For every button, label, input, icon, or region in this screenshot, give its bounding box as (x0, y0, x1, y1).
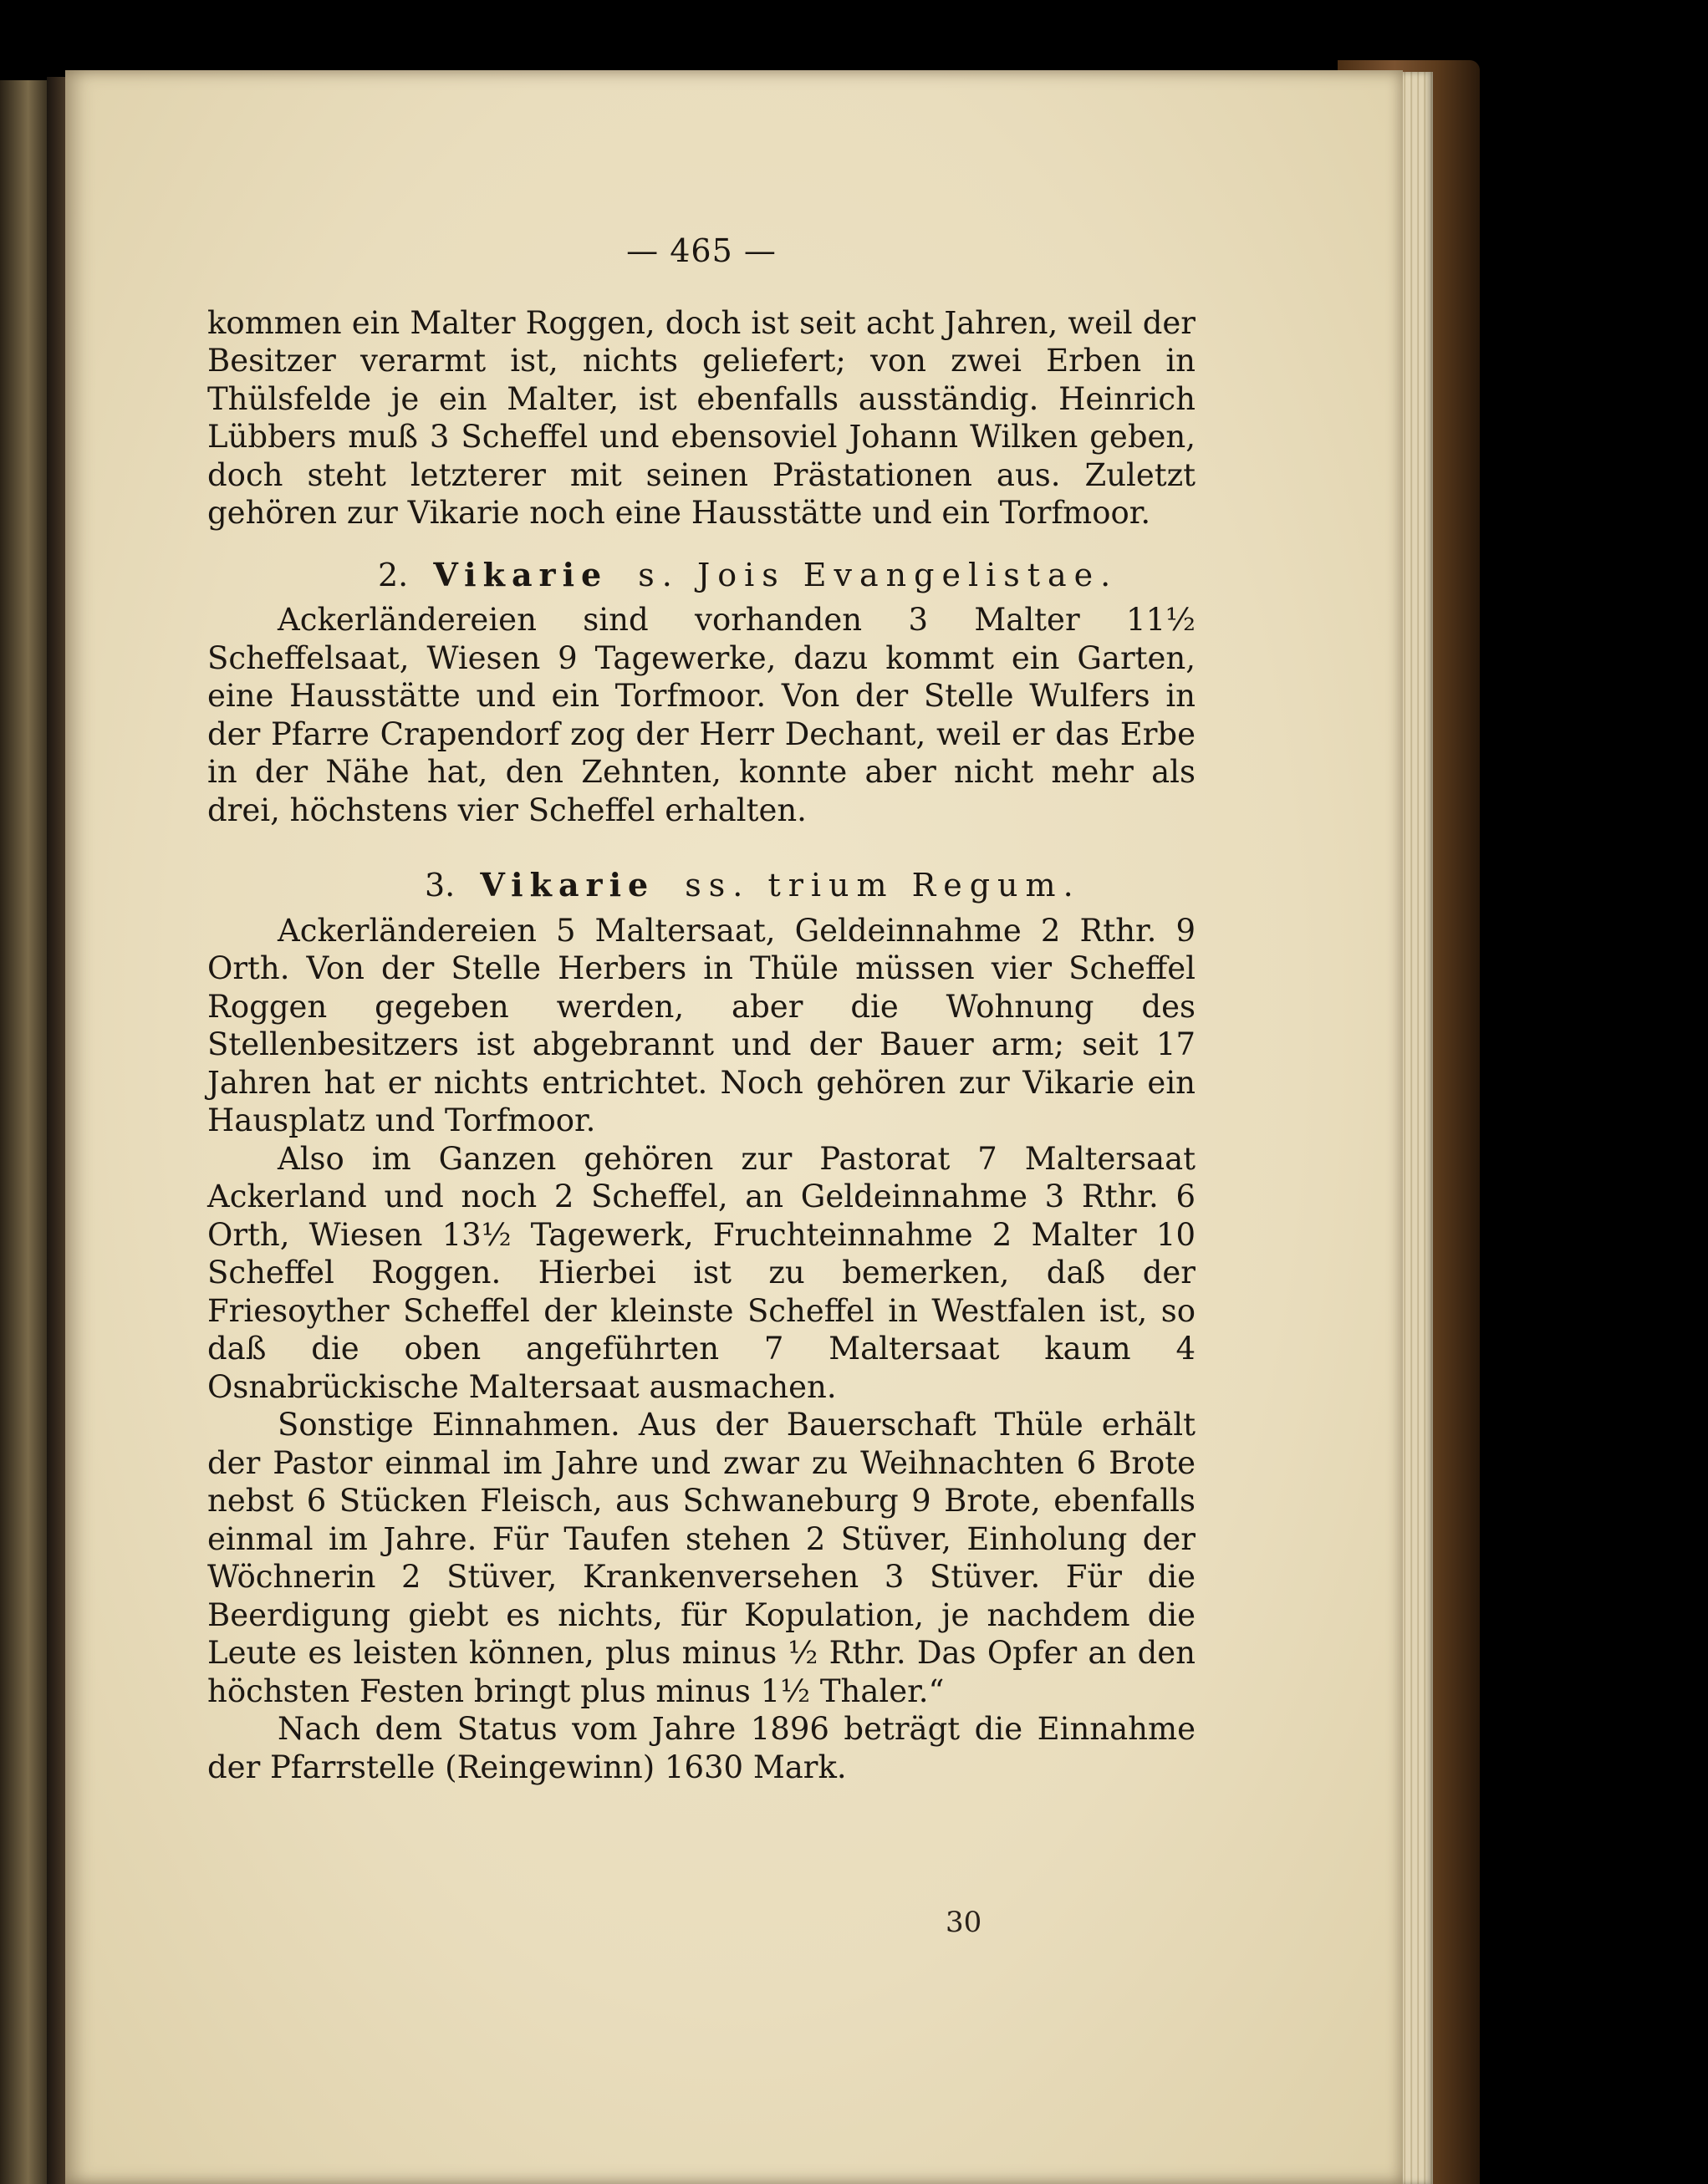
paragraph-continuation: kommen ein Malter Roggen, doch ist seit acht Jahren, weil der Besitzer verarmt ist, nichts geliefert; von zwei Erben in Thülsfelde je ein Malter, ist ebenfalls ausständig. Heinrich Lübbers muß 3 Scheffel und ebensoviel Johann Wilken geben, doch steht letzterer mit seinen Prästationen aus. Zuletzt gehören zur Vikarie noch eine Hausstätte und ein Torfmoor. (207, 304, 1196, 531)
section-title-latin: ss. trium Regum. (685, 867, 1081, 904)
section-title-word: Vikarie (480, 866, 655, 904)
signature-mark: 30 (946, 1906, 982, 1939)
paragraph-section-2: Ackerländereien sind vorhanden 3 Malter 11½ Scheffelsaat, Wiesen 9 Tagewerke, dazu kommt ein Garten, eine Hausstätte und ein Torfmoor. Von der Stelle Wulfers in der Pfarre Crapendorf zog der Herr Dechant, weil er das Erbe in der Nähe hat, den Zehnten, konnte aber nicht mehr als drei, höchstens vier Scheffel erhalten. (207, 602, 1196, 828)
paragraph-status-1896: Nach dem Status vom Jahre 1896 beträgt die Einnahme der Pfarrstelle (Reingewinn) 1630 Mark. (207, 1711, 1196, 1785)
paragraph-section-3: Ackerländereien 5 Maltersaat, Geldeinnahme 2 Rthr. 9 Orth. Von der Stelle Herbers in Thüle müssen vier Scheffel Roggen gegeben werden, aber die Wohnung des Stellenbesitzers ist abgebrannt und der Bauer arm; seit 17 Jahren hat er nichts entrichtet. Noch gehören zur Vikarie ein Hausplatz und Torfmoor. (207, 912, 1196, 1138)
book-gutter (47, 77, 67, 2184)
paragraph-other-income: Sonstige Einnahmen. Aus der Bauerschaft Thüle erhält der Pastor einmal im Jahre und zwar zu Weihnachten 6 Brote nebst 6 Stücken Fleisch, aus Schwaneburg 9 Brote, ebenfalls einmal im Jahre. Für Taufen stehen 2 Stüver, Einholung der Wöchnerin 2 Stüver, Krankenversehen 3 Stüver. Für die Beerdigung giebt es nichts, für Kopulation, je nachdem die Leute es leisten können, plus minus ½ Rthr. Das Opfer an den höchsten Festen bringt plus minus 1½ Thaler.“ (207, 1407, 1196, 1709)
book-page (65, 70, 1403, 2184)
page-number: — 465 — (626, 232, 777, 269)
section-number: 2. (378, 556, 409, 593)
page-text (207, 232, 1196, 1786)
previous-page-edge (0, 80, 47, 2184)
section-heading-3 (207, 866, 1196, 905)
paragraph-totals: Also im Ganzen gehören zur Pastorat 7 Maltersaat Ackerland und noch 2 Scheffel, an Geldeinnahme 3 Rthr. 6 Orth, Wiesen 13½ Tagewerk, Fruchteinnahme 2 Malter 10 Scheffel Roggen. Hierbei ist zu bemerken, daß der Friesoyther Scheffel der kleinste Scheffel in Westfalen ist, so daß die oben angeführten 7 Maltersaat kaum 4 Osnabrückische Maltersaat ausmachen. (207, 1140, 1196, 1405)
section-heading-2 (207, 556, 1196, 595)
section-number: 3. (425, 867, 456, 904)
section-title-latin: s. Jois Evangelistae. (638, 556, 1119, 593)
section-title-word: Vikarie (433, 555, 609, 593)
